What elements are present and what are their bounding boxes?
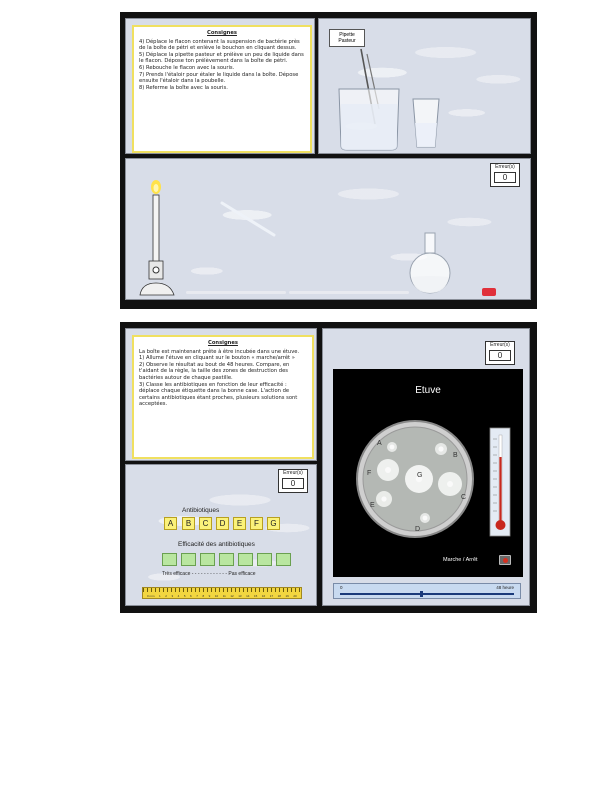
top-instruction-6: 6) Rebouche le flacon avec la souris. xyxy=(139,64,235,71)
antibiotic-label-g[interactable]: G xyxy=(267,517,280,530)
bench-shelf-right xyxy=(289,291,409,294)
incubator-panel xyxy=(322,328,530,606)
time-slider[interactable] xyxy=(333,583,521,599)
pipette-label: Pipette Pasteur xyxy=(329,29,365,47)
lab-bench-panel xyxy=(125,158,531,300)
ruler-number: 7 xyxy=(196,594,198,598)
ruler-numbers xyxy=(147,594,297,598)
ruler-number: 1 xyxy=(159,594,161,598)
efficacy-slot-5[interactable] xyxy=(238,553,253,566)
ruler-number: 9 xyxy=(208,594,211,598)
ruler-number: 16 xyxy=(261,594,266,598)
ruler-number: 11 xyxy=(222,594,226,598)
ruler-number: 15 xyxy=(254,594,258,598)
glass-cup-icon[interactable] xyxy=(411,97,441,151)
flask-cap[interactable] xyxy=(482,288,496,296)
disc-label-d: D xyxy=(415,526,421,533)
top-consignes-title: Consignes xyxy=(207,30,237,36)
top-error-value: 0 xyxy=(494,172,516,183)
bench-shelf-left xyxy=(186,291,286,294)
antibiotic-label-d[interactable]: D xyxy=(216,517,229,530)
marche-arret-button[interactable] xyxy=(499,555,511,565)
left-error-label: Erreur(s) xyxy=(283,470,303,476)
left-error-value: 0 xyxy=(282,478,304,489)
time-start-label: 0 xyxy=(340,585,343,590)
ruler-number: 14 xyxy=(246,594,250,598)
right-error-counter xyxy=(485,341,515,365)
bottom-instructions-panel xyxy=(125,328,317,461)
beaker-with-pipette-icon[interactable] xyxy=(329,44,409,154)
antibiotic-label-a[interactable]: A xyxy=(164,517,177,530)
marche-arret-label: Marche / Arrêt xyxy=(443,557,478,563)
efficacy-slot-7[interactable] xyxy=(276,553,291,566)
bottom-consignes-box xyxy=(132,335,314,459)
top-error-label: Erreur(s) xyxy=(495,164,515,170)
antibiotic-label-c[interactable]: C xyxy=(199,517,212,530)
top-instructions-panel xyxy=(125,18,315,154)
incubator-screen xyxy=(333,369,523,577)
ruler-number: 20 xyxy=(293,594,297,598)
top-instruction-4: 4) Déplace le flacon contenant la suspension de bactérie près de la boîte de pétri et enlève le bouchon en cliquant dessus. xyxy=(139,38,300,52)
ruler-number: 0 mm xyxy=(147,594,155,598)
time-end-label: 48 heure xyxy=(496,585,514,590)
glassware-panel xyxy=(318,18,531,154)
antibiotics-title: Antibiotiques xyxy=(182,507,220,514)
antibiotic-label-f[interactable]: F xyxy=(250,517,263,530)
ruler-number: 12 xyxy=(230,594,234,598)
ruler-number: 2 xyxy=(165,594,167,598)
incubator-title: Etuve xyxy=(415,385,441,396)
right-error-label: Erreur(s) xyxy=(490,342,510,348)
efficacy-slot-2[interactable] xyxy=(181,553,196,566)
disc-label-b: B xyxy=(453,452,458,459)
disc-label-f: F xyxy=(367,470,372,477)
left-error-counter xyxy=(278,469,308,493)
ruler-number: 4 xyxy=(177,594,180,598)
bottom-instruction-intro: La boîte est maintenant prête à être incubée dans une étuve. xyxy=(139,348,300,355)
spreader-rod-icon[interactable] xyxy=(218,199,278,239)
top-consignes-box xyxy=(132,25,312,153)
disc-label-c: C xyxy=(461,494,467,501)
efficacy-slot-1[interactable] xyxy=(162,553,177,566)
ruler-number: 17 xyxy=(269,594,274,598)
top-error-counter xyxy=(490,163,520,187)
scale-dashes: - - - - - - - - - - - - xyxy=(191,571,228,577)
bunsen-burner-icon[interactable] xyxy=(134,177,184,299)
ruler-number: 5 xyxy=(183,594,186,598)
bottom-consignes-title: Consignes xyxy=(208,340,238,346)
efficacy-title: Efficacité des antibiotiques xyxy=(178,541,255,548)
top-instruction-7: 7) Prends l'étaloir pour étaler le liquide dans la boîte. Dépose ensuite l'étaloir dans la poubelle. xyxy=(139,71,299,85)
ruler-number: 18 xyxy=(277,594,281,598)
bottom-instruction-2: 2) Observe le résultat au bout de 48 heures. Compare, en t'aidant de la règle, la taille des zones de destruction des bactéries autour de chaque pastille. xyxy=(139,361,290,381)
efficacy-slot-4[interactable] xyxy=(219,553,234,566)
ruler-number: 10 xyxy=(214,594,219,598)
ruler-number: 19 xyxy=(285,594,289,598)
scale-left-label: Très efficace xyxy=(162,571,191,577)
ruler-number: 3 xyxy=(171,594,174,598)
disc-label-e: E xyxy=(370,502,375,509)
ruler-number: 13 xyxy=(238,594,242,598)
right-error-value: 0 xyxy=(489,350,511,361)
ruler-number: 6 xyxy=(190,594,192,598)
scale-legend xyxy=(162,571,256,577)
antibiotic-label-e[interactable]: E xyxy=(233,517,246,530)
power-indicator-icon xyxy=(503,558,508,563)
bottom-instruction-1: 1) Allume l'étuve en cliquant sur le bouton « marche/arrêt » xyxy=(139,355,295,362)
flask-icon[interactable] xyxy=(408,231,452,299)
efficacy-slot-3[interactable] xyxy=(200,553,215,566)
disc-label-g: G xyxy=(417,472,423,479)
time-slider-handle[interactable] xyxy=(420,591,423,597)
measuring-ruler[interactable] xyxy=(142,587,302,599)
bottom-instruction-3: 3) Classe les antibiotiques en fonction de leur efficacité : déplace chaque étiquette dans la bonne case. L'action de certains antibiotiques étant proches, plusieurs solutions sont acceptées. xyxy=(139,381,298,408)
scale-right-label: Pas efficace xyxy=(228,571,256,577)
ruler-number: 8 xyxy=(202,594,205,598)
thermometer-icon xyxy=(489,427,511,537)
petri-dish-icon xyxy=(355,419,475,539)
antibiotic-label-b[interactable]: B xyxy=(182,517,195,530)
classification-panel xyxy=(125,464,317,606)
top-instruction-5: 5) Déplace la pipette pasteur et prélève un peu de liquide dans le flacon. Dépose ton prélèvement dans la boîte de pétri. xyxy=(139,51,304,65)
efficacy-slot-6[interactable] xyxy=(257,553,272,566)
disc-label-a: A xyxy=(377,440,382,447)
top-instruction-8: 8) Referme la boîte avec la souris. xyxy=(139,84,228,91)
time-track xyxy=(340,593,514,595)
